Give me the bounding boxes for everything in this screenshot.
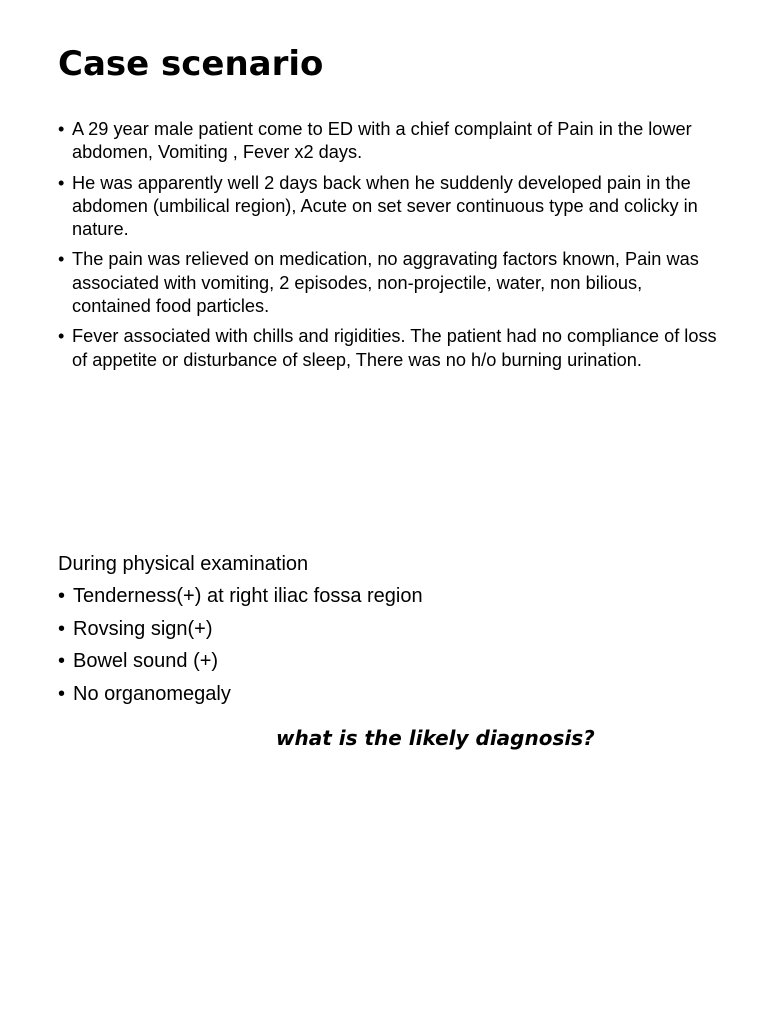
- physical-exam-section: [58, 548, 718, 710]
- exam-finding-item: [58, 613, 718, 645]
- history-bullet-text: He was apparently well 2 days back when he suddenly developed pain in the abdomen (umbilical region), Acute on set sever continuous type and colicky in nature.: [72, 172, 698, 240]
- history-bullet-item: [58, 172, 718, 242]
- bullet-icon: •: [58, 617, 66, 640]
- diagnosis-question: what is the likely diagnosis?: [276, 726, 595, 750]
- slide-title: Case scenario: [58, 44, 324, 84]
- exam-finding-text: Bowel sound (+): [73, 650, 219, 673]
- physical-exam-list: [58, 580, 718, 710]
- history-bullet-text: Fever associated with chills and rigidities. The patient had no compliance of loss of appetite or disturbance of sleep, There was no h/o burning urination.: [72, 326, 717, 370]
- exam-finding-text: No organomegaly: [73, 682, 231, 705]
- history-bullet-item: [58, 325, 718, 372]
- history-bullet-item: [58, 248, 718, 318]
- exam-finding-item: [58, 645, 718, 677]
- bullet-icon: •: [58, 650, 66, 673]
- exam-finding-item: [58, 678, 718, 710]
- bullet-icon: •: [58, 585, 66, 608]
- physical-exam-heading: During physical examination: [58, 553, 309, 575]
- bullet-icon: •: [58, 119, 65, 139]
- history-bullet-item: [58, 118, 718, 165]
- bullet-icon: •: [58, 249, 65, 270]
- exam-finding-text: Rovsing sign(+): [73, 617, 213, 640]
- bullet-icon: •: [58, 682, 66, 705]
- history-bullet-list: [58, 118, 718, 379]
- exam-finding-text: Tenderness(+) at right iliac fossa region: [73, 585, 423, 608]
- bullet-icon: •: [58, 172, 65, 193]
- history-bullet-text: The pain was relieved on medication, no aggravating factors known, Pain was associated with vomiting, 2 episodes, non-projectile, water, non bilious, contained food particles.: [72, 249, 699, 317]
- history-bullet-text: A 29 year male patient come to ED with a chief complaint of Pain in the lower abdomen, Vomiting , Fever x2 days.: [72, 119, 692, 163]
- exam-finding-item: [58, 580, 718, 612]
- bullet-icon: •: [58, 326, 65, 347]
